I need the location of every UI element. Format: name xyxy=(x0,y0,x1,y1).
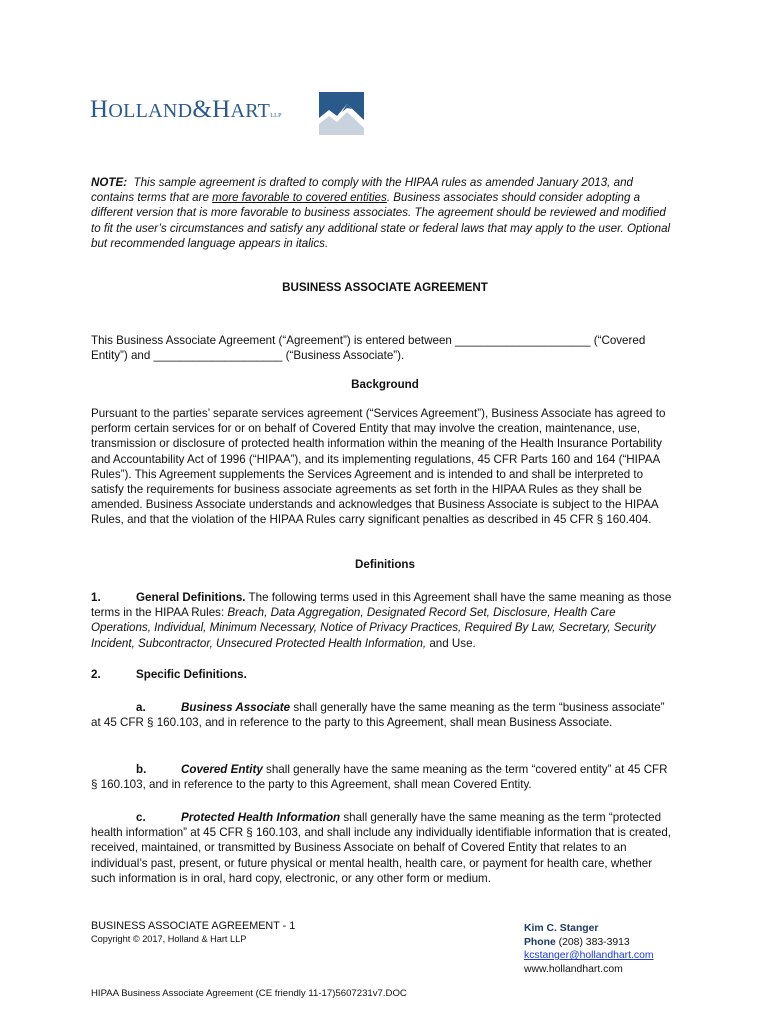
footer-left xyxy=(91,920,295,944)
intro-paragraph: This Business Associate Agreement (“Agreement”) is entered between _____________________ (“Covered Entity”) and ____________________ (“Business Associate”). xyxy=(91,334,646,363)
term-covered-entity: Covered Entity xyxy=(181,763,263,776)
defined-terms-list: Breach, Data Aggregation, Designated Record Set, Disclosure, Health Care Operations, Individual, Minimum Necessary, Notice of Privacy Practices, Required By Law, Secretary, Security Incident, Subcontractor, Unsecured Protected Health Information, xyxy=(91,606,656,650)
contact-website[interactable]: www.hollandhart.com xyxy=(524,963,623,975)
definition-business-associate: a. Business Associate shall generally have the same meaning as the term “business associate” at 45 CFR § 160.103, and in reference to the party to this Agreement, shall mean Business Associate. xyxy=(91,701,665,730)
contact-block xyxy=(524,922,654,976)
term-business-associate: Business Associate xyxy=(181,701,291,714)
specific-definitions-heading: 2. Specific Definitions. xyxy=(91,668,247,681)
general-definitions-paragraph: 1. General Definitions. The following terms used in this Agreement shall have the same meaning as those terms in the HIPAA Rules: Breach, Data Aggregation, Designated Record Set, Disclosure, Health Care Operations, Individual, Minimum Necessary, Notice of Privacy Practices, Required By Law, Secretary, Security Incident, Subcontractor, Unsecured Protected Health Information, and Use. xyxy=(91,591,672,650)
note-label: NOTE: xyxy=(91,176,128,189)
contact-email-link[interactable]: kcstanger@hollandhart.com xyxy=(524,950,654,962)
logo-wordmark: HOLLAND&HARTLLP xyxy=(90,96,282,123)
footer-copyright: Copyright © 2017, Holland & Hart LLP xyxy=(91,934,247,944)
mountain-logo-icon xyxy=(319,92,364,135)
background-paragraph: Pursuant to the parties’ separate services agreement (“Services Agreement”), Business Associate has agreed to perform certain services for or on behalf of Covered Entity that may involve the creation, maintenance, use, transmission or disclosure of protected health information within the meaning of the Health Insurance Portability and Accountability Act of 1996 (“HIPAA”), and its implementing regulations, 45 CFR Parts 160 and 164 (“HIPAA Rules”). This Agreement supplements the Services Agreement and is intended to and shall be interpreted to satisfy the requirements for business associate agreements as set forth in the HIPAA Rules as they shall be amended. Business Associate understands and acknowledges that Business Associate is subject to the HIPAA Rules, and that the violation of the HIPAA Rules carry significant penalties as described in 45 CFR § 160.404. xyxy=(91,407,666,527)
contact-phone: Phone (208) 383-3913 xyxy=(524,936,630,948)
footer-title: BUSINESS ASSOCIATE AGREEMENT - 1 xyxy=(91,920,296,932)
document-id: HIPAA Business Associate Agreement (CE friendly 11-17)5607231v7.DOC xyxy=(91,988,407,999)
contact-name: Kim C. Stanger xyxy=(524,923,599,934)
definition-covered-entity: b. Covered Entity shall generally have the same meaning as the term “covered entity” at 45 CFR § 160.103, and in reference to the party to this Agreement, shall mean Covered Entity. xyxy=(91,763,668,792)
note-paragraph: NOTE: This sample agreement is drafted to comply with the HIPAA rules as amended January 2013, and contains terms that are more favorable to covered entities. Business associates should consider adopting a different version that is more favorable to business associates. The agreement should be reviewed and modified to fit the user’s circumstances and satisfy any additional state or federal laws that may apply to the user. Optional but recommended language appears in italics. xyxy=(91,176,671,250)
note-underlined: more favorable to covered entities xyxy=(212,191,387,205)
term-protected-health-information: Protected Health Information xyxy=(181,811,341,824)
document-title: BUSINESS ASSOCIATE AGREEMENT xyxy=(282,281,488,294)
background-heading: Background xyxy=(351,378,419,391)
definitions-heading: Definitions xyxy=(355,558,415,571)
holland-hart-logo xyxy=(90,92,370,140)
definition-protected-health-information: c. Protected Health Information shall generally have the same meaning as the term “protected health information” at 45 CFR § 160.103, and shall include any individually identifiable information that is created, received, maintained, or transmitted by Business Associate on behalf of Covered Entity that relates to an individual’s past, present, or future physical or mental health, health care, or payment for health care, whether such information is in oral, hard copy, electronic, or any other form or medium. xyxy=(91,811,672,885)
general-definitions-title: General Definitions. xyxy=(136,591,246,604)
